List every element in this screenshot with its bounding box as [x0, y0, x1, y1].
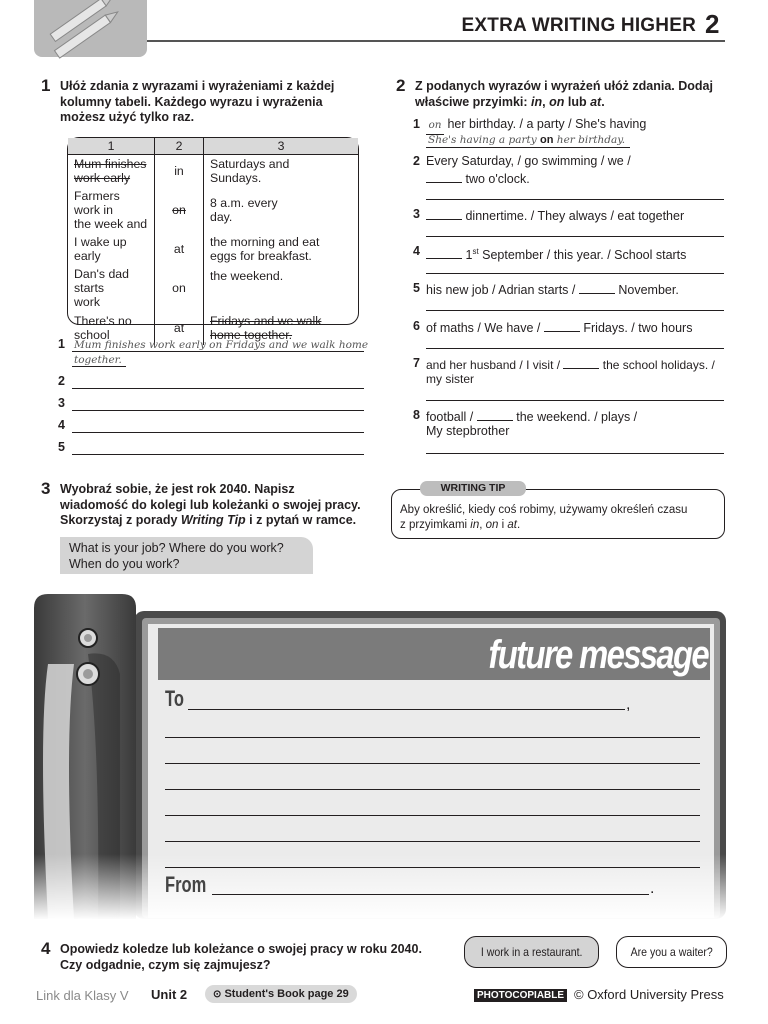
- page-title: EXTRA WRITING HIGHER: [461, 15, 696, 36]
- ex1-answer-number: 3: [58, 396, 65, 410]
- writing-tip-text: Aby określić, kiedy coś robimy, używamy określeń czasu z przyimkami in, on i at.: [400, 504, 688, 531]
- header-tab: [34, 0, 147, 57]
- answer-line[interactable]: [72, 388, 364, 389]
- answer-line[interactable]: [426, 400, 724, 401]
- answer-line[interactable]: [426, 273, 724, 274]
- pencil-icon: [34, 0, 147, 57]
- col3-cell: Fridays and we walk home together.: [210, 314, 322, 342]
- footer-unit: Unit 2: [151, 987, 188, 1002]
- ex4-number: 4: [41, 939, 51, 958]
- ex1-example-answer: Mum finishes work early on Fridays and we walk home: [74, 339, 369, 351]
- col3-cell: Saturdays and Sundays.: [210, 157, 290, 185]
- gap-blank[interactable]: [563, 356, 599, 369]
- message-line[interactable]: [165, 737, 700, 738]
- message-line[interactable]: [165, 815, 700, 816]
- answer-line[interactable]: [426, 453, 724, 454]
- speech-bubble: Are you a waiter?: [616, 936, 727, 968]
- gap-blank[interactable]: [426, 170, 462, 183]
- ex1-answer-number: 4: [58, 418, 65, 432]
- col2-cell: in: [155, 155, 204, 187]
- ex2-item: on her birthday. / a party / She's having: [426, 117, 646, 135]
- ex2-item-number: 1: [413, 117, 420, 131]
- ex2-item: his new job / Adrian starts / November.: [426, 283, 679, 297]
- col3-cell: the morning and eat eggs for breakfast.: [210, 235, 320, 263]
- col1-cell: There's no school: [68, 311, 155, 345]
- col2-cell: on: [155, 265, 204, 311]
- gap-blank[interactable]: [544, 319, 580, 332]
- to-field[interactable]: [188, 709, 625, 710]
- from-period: .: [650, 880, 655, 897]
- ex2-item: Every Saturday, / go swimming / we /: [426, 154, 631, 168]
- writing-tip-label: WRITING TIP: [420, 481, 526, 496]
- answer-line[interactable]: [426, 348, 724, 349]
- col2-cell: at: [155, 311, 204, 345]
- photocopiable-badge: PHOTOCOPIABLE: [474, 989, 567, 1002]
- col1-cell: Farmers work in the week and: [68, 187, 155, 233]
- answer-line[interactable]: [72, 454, 364, 455]
- footer-course: Link dla Klasy V: [36, 988, 129, 1003]
- from-label: From: [165, 872, 207, 897]
- gap-blank[interactable]: [579, 281, 615, 294]
- ex2-item: of maths / We have / Fridays. / two hours: [426, 321, 693, 335]
- answer-line[interactable]: [426, 199, 724, 200]
- card-title: future message: [488, 633, 708, 677]
- col2-cell: at: [155, 233, 204, 265]
- ex4-instruction: Opowiedz koledze lub koleżance o swojej pracy w roku 2040. Czy odgadnie, czym się zajmujesz?: [60, 942, 422, 972]
- gap-blank[interactable]: [426, 246, 462, 259]
- message-line[interactable]: [165, 841, 700, 842]
- col1-header: 1: [68, 138, 155, 155]
- ex2-item-number: 5: [413, 281, 420, 295]
- to-label: To: [165, 686, 184, 711]
- ex1-instruction: Ułóż zdania z wyrazami i wyrażeniami z każdej kolumny tabeli. Każdego wyrazu i wyrażenia możesz użyć tylko raz.: [60, 79, 335, 124]
- answer-line[interactable]: [72, 410, 364, 411]
- ex2-item-number: 6: [413, 319, 420, 333]
- col2-header: 2: [155, 138, 204, 155]
- eye-icon: ⊙: [213, 989, 222, 1000]
- ex2-item-number: 3: [413, 207, 420, 221]
- answer-line: [72, 366, 126, 367]
- ex2-item: dinnertime. / They always / eat together: [426, 207, 684, 225]
- ex2-item-cont: my sister: [426, 372, 474, 386]
- ex2-item-cont: My stepbrother: [426, 424, 510, 438]
- unit-number: 2: [705, 9, 720, 39]
- ex2-instruction: Z podanych wyrazów i wyrażeń ułóż zdania. Dodaj właściwe przyimki: in, on lub at.: [415, 79, 713, 109]
- ex2-example-line: She's having a party on her birthday.: [428, 134, 626, 146]
- ex1-answer-number: 5: [58, 440, 65, 454]
- ex2-number: 2: [396, 76, 406, 95]
- col3-cell: the weekend.: [210, 269, 284, 283]
- answer-line: [426, 147, 630, 148]
- sb-page-badge: ⊙ Student's Book page 29: [205, 985, 357, 1003]
- ex2-item: football / the weekend. / plays /: [426, 410, 638, 424]
- message-line[interactable]: [165, 763, 700, 764]
- ex2-item-number: 7: [413, 356, 420, 370]
- ex2-item-number: 8: [413, 408, 420, 422]
- answer-line[interactable]: [426, 310, 724, 311]
- col3-header: 3: [204, 138, 358, 155]
- header-rule: [147, 40, 725, 42]
- ex3-number: 3: [41, 479, 51, 498]
- ex2-item-number: 2: [413, 154, 420, 168]
- ex1-answer-number: 1: [58, 337, 65, 351]
- gap-blank[interactable]: [477, 408, 513, 421]
- gap-blank[interactable]: [426, 207, 462, 220]
- col1-cell: Dan's dad starts work: [68, 265, 155, 311]
- ex2-item: 1st September / this year. / School starts: [426, 244, 686, 264]
- speech-bubble: I work in a restaurant.: [464, 936, 599, 968]
- publisher: © Oxford University Press: [574, 987, 724, 1002]
- from-field[interactable]: [212, 894, 649, 895]
- ex3-instruction: Wyobraź sobie, że jest rok 2040. Napisz wiadomość do kolegi lub koleżanki o swojej pracy. Skorzystaj z porady Writing Tip i z pytań w ramce.: [60, 482, 361, 527]
- ex2-item-number: 4: [413, 244, 420, 258]
- answer-line[interactable]: [72, 432, 364, 433]
- ex2-item-cont: two o'clock.: [426, 170, 530, 188]
- col1-cell: I wake up early: [68, 233, 155, 265]
- ex1-example-answer-cont: together.: [74, 354, 122, 366]
- ex1-table: [67, 137, 359, 342]
- ex1-answer-number: 2: [58, 374, 65, 388]
- col1-cell: Mum finishes work early: [68, 155, 155, 187]
- to-comma: ,: [626, 696, 631, 713]
- ex1-number: 1: [41, 76, 51, 95]
- col3-cell: 8 a.m. every day.: [210, 196, 278, 224]
- answer-line[interactable]: [426, 236, 724, 237]
- message-line[interactable]: [165, 867, 700, 868]
- col2-cell: on: [155, 187, 204, 233]
- ex2-item: and her husband / I visit / the school holidays. /: [426, 358, 715, 372]
- answer-line: [72, 351, 364, 352]
- message-line[interactable]: [165, 789, 700, 790]
- questions-box: What is your job? Where do you work? When do you work?: [60, 537, 313, 574]
